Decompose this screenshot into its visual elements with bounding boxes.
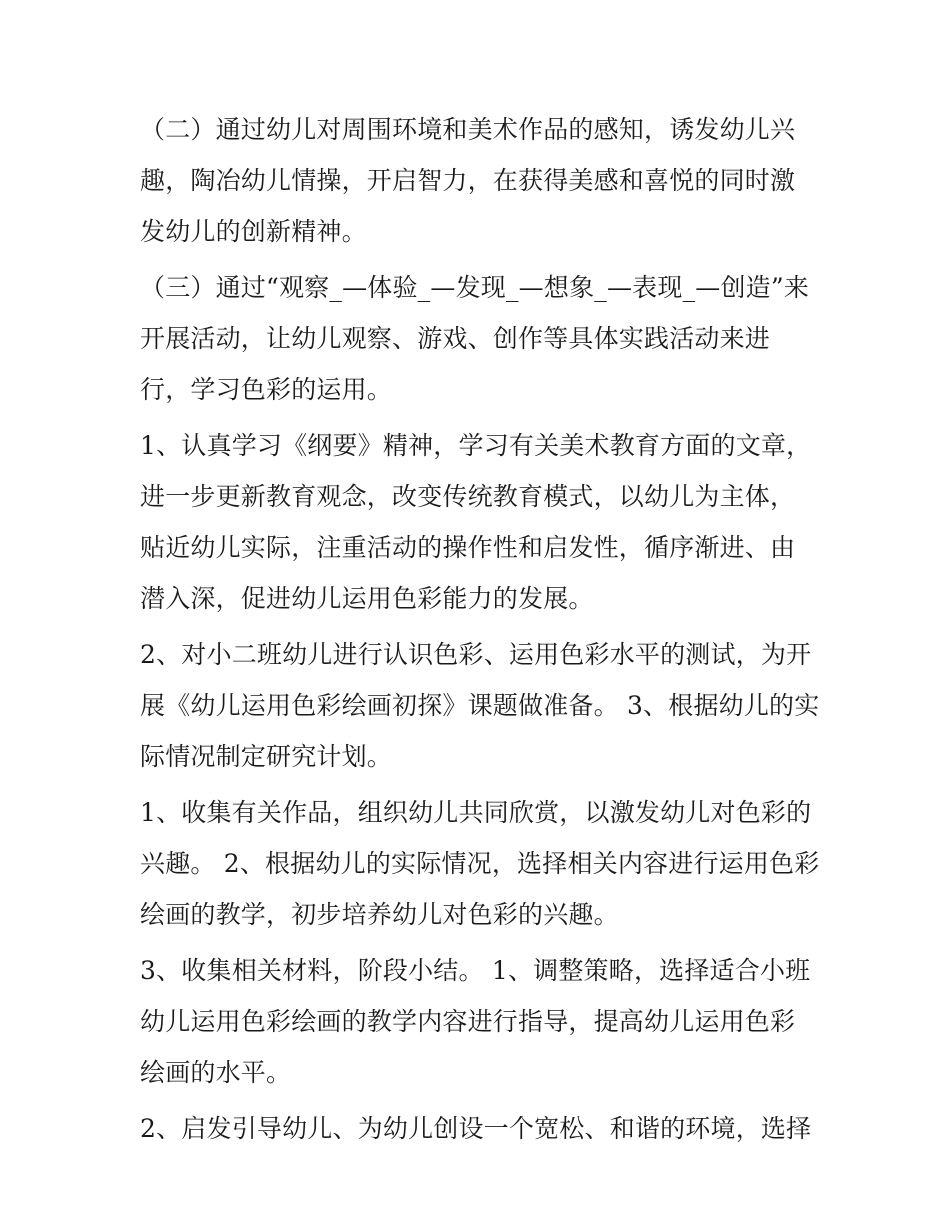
paragraph-goal-2: （二）通过幼儿对周围环境和美术作品的感知，诱发幼儿兴趣，陶冶幼儿情操，开启智力，在获得美感和喜悦的同时激发幼儿的创新精神。 — [140, 115, 796, 246]
paragraph-step-study: 1、认真学习《纲要》精神，学习有关美术教育方面的文章，进一步更新教育观念，改变传统教育模式，以幼儿为主体，贴近幼儿实际，注重活动的操作性和启发性，循序渐进、由潜入深，促进幼儿运用色彩能力的发展。 — [140, 431, 812, 613]
paragraph-step-test: 2、对小二班幼儿进行认识色彩、运用色彩水平的测试，为开展《幼儿运用色彩绘画初探》课题做准备。 3、根据幼儿的实际情况制定研究计划。 — [140, 640, 820, 771]
paragraph-step-summary: 3、收集相关材料，阶段小结。 1、调整策略，选择适合小班幼儿运用色彩绘画的教学内容进行指导，提高幼儿运用色彩绘画的水平。 — [140, 956, 811, 1087]
document-page — [140, 104, 820, 1159]
paragraph-goal-3: （三）通过“观察_—体验_—发现_—想象_—表现_—创造”来开展活动，让幼儿观察、游戏、创作等具体实践活动来进行，学习色彩的运用。 — [140, 273, 810, 404]
paragraph-step-collect: 1、收集有关作品，组织幼儿共同欣赏，以激发幼儿对色彩的兴趣。 2、根据幼儿的实际情况，选择相关内容进行运用色彩绘画的教学，初步培养幼儿对色彩的兴趣。 — [140, 798, 820, 929]
paragraph-step-guide: 2、启发引导幼儿、为幼儿创设一个宽松、和谐的环境，选择 — [140, 1114, 812, 1143]
